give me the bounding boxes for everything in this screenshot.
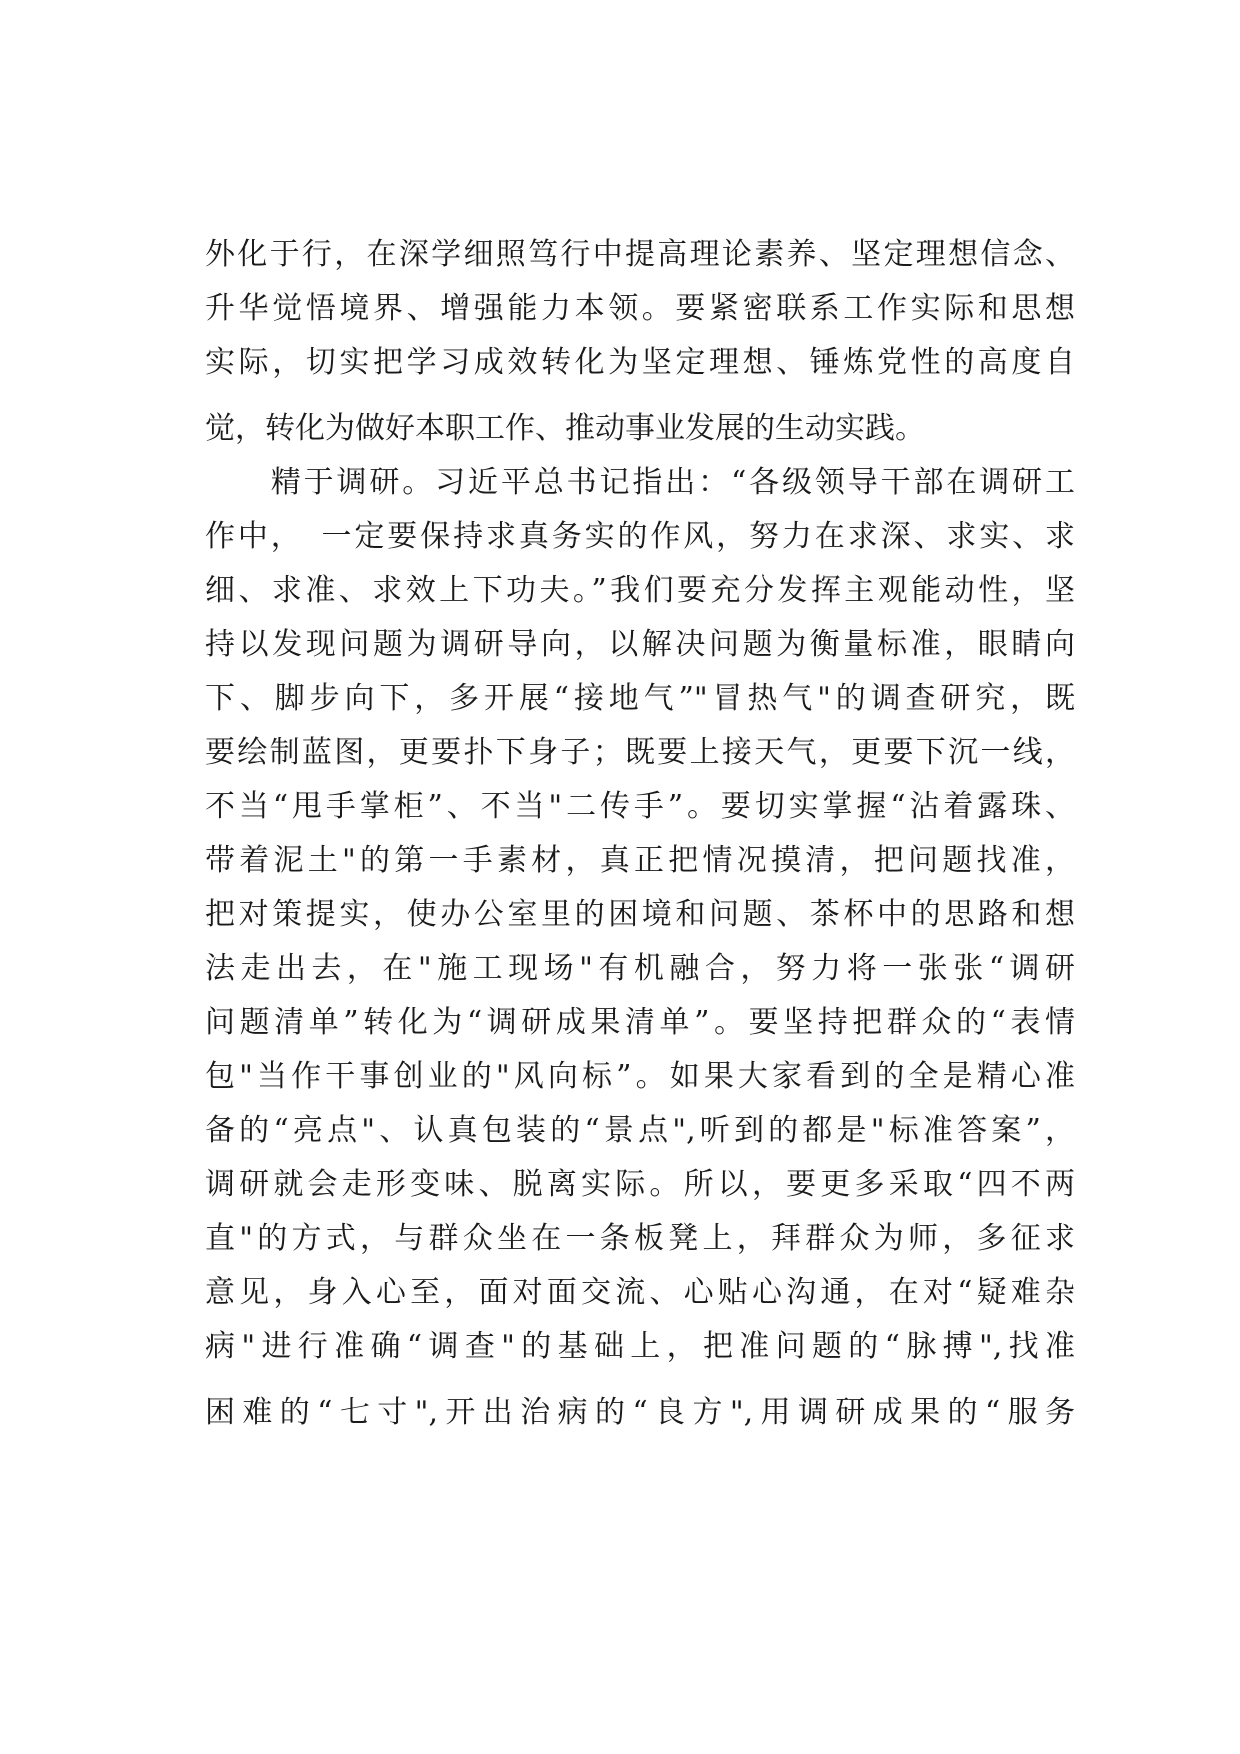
text-line-19: 直"的方式，与群众坐在一条板凳上，拜群众为师，多征求 — [205, 1221, 1075, 1256]
text-line-18: 调研就会走形变味、脱离实际。所以，要更多采取“四不两 — [205, 1167, 1075, 1202]
text-line-8: 持以发现问题为调研导向，以解决问题为衡量标准，眼睛向 — [205, 627, 1075, 662]
text-line-6: 作中， 一定要保持求真务实的作风，努力在求深、求实、求 — [205, 519, 1075, 554]
text-line-22: 困难的“七寸",开出治病的“良方",用调研成果的“服务 — [205, 1395, 1075, 1430]
text-block — [205, 228, 1075, 1440]
text-line-21: 病"进行准确“调查"的基础上，把准问题的“脉搏",找准 — [205, 1329, 1075, 1364]
text-line-9: 下、脚步向下，多开展“接地气”"冒热气"的调查研究，既 — [205, 681, 1075, 716]
text-line-3: 实际，切实把学习成效转化为坚定理想、锤炼党性的高度自 — [205, 345, 1075, 380]
text-line-11: 不当“甩手掌柜”、不当"二传手”。要切实掌握“沾着露珠、 — [205, 789, 1075, 824]
text-line-13: 把对策提实，使办公室里的困境和问题、茶杯中的思路和想 — [205, 897, 1075, 932]
text-line-10: 要绘制蓝图，更要扑下身子；既要上接天气，更要下沉一线， — [205, 735, 1075, 770]
text-line-14: 法走出去，在"施工现场"有机融合，努力将一张张“调研 — [205, 951, 1075, 986]
text-line-20: 意见，身入心至，面对面交流、心贴心沟通，在对“疑难杂 — [205, 1275, 1075, 1310]
text-line-5: 精于调研。习近平总书记指出：“各级领导干部在调研工 — [205, 465, 1075, 500]
text-line-15: 问题清单”转化为“调研成果清单”。要坚持把群众的“表情 — [205, 1005, 1075, 1040]
text-line-1: 外化于行，在深学细照笃行中提高理论素养、坚定理想信念、 — [205, 237, 1075, 272]
text-line-17: 备的“亮点"、认真包装的“景点",听到的都是"标准答案”， — [205, 1113, 1075, 1148]
text-line-4: 觉，转化为做好本职工作、推动事业发展的生动实践。 — [205, 411, 925, 446]
text-line-2: 升华觉悟境界、增强能力本领。要紧密联系工作实际和思想 — [205, 291, 1075, 326]
text-line-16: 包"当作干事创业的"风向标”。如果大家看到的全是精心准 — [205, 1059, 1075, 1094]
text-line-7: 细、求准、求效上下功夫。”我们要充分发挥主观能动性，坚 — [205, 573, 1075, 608]
text-line-12: 带着泥土"的第一手素材，真正把情况摸清，把问题找准， — [205, 843, 1075, 878]
